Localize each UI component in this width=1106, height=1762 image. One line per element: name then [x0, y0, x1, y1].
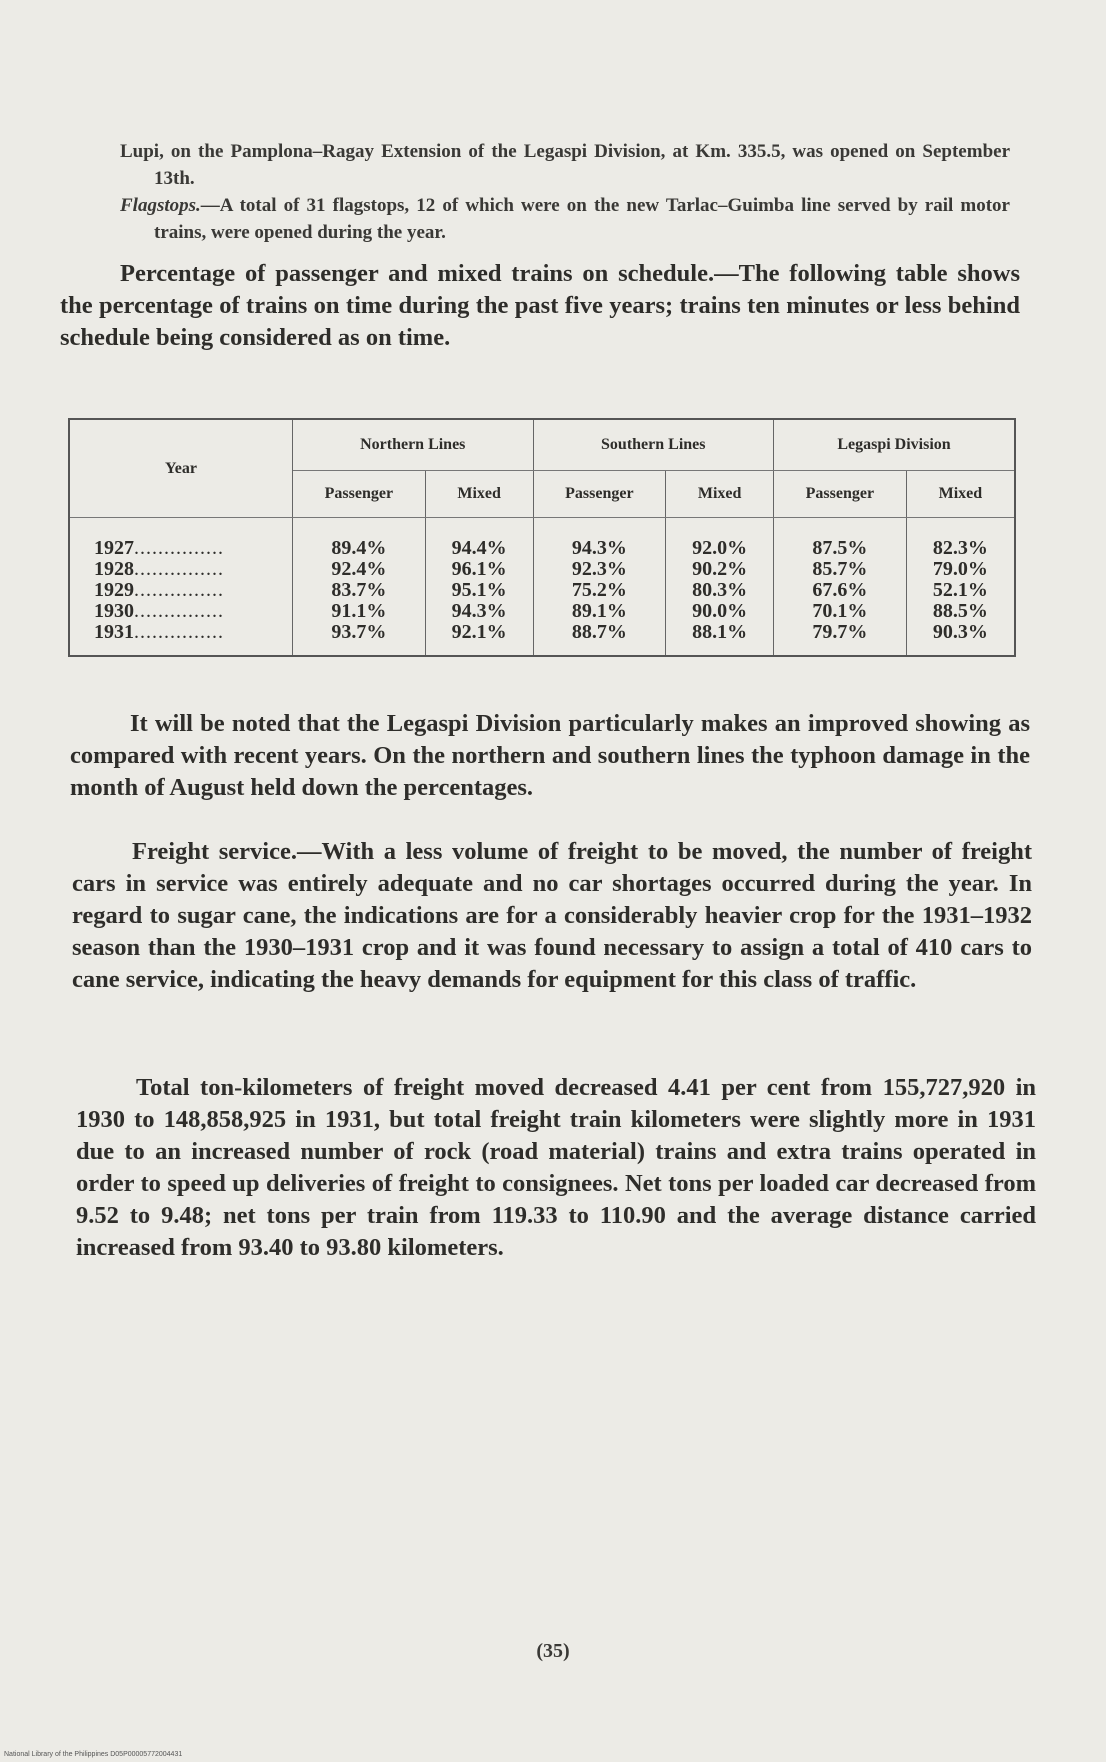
value-cell: 92.1% [451, 621, 507, 643]
value-cell: 95.1% [451, 579, 507, 601]
subheader-mixed: Mixed [666, 471, 774, 518]
freight-text: —With a less volume of freight to be moved, the number of freight cars in service was entirely adequate and no car shortages occurred during the year. In regard to sugar cane, the indications are for a considerably heavier crop for the 1931–1932 season than the 1930–1931 crop and it was found necessary to assign a total of 410 cars to cane service, indicating the heavy demands for equipment for this class of traffic. [72, 838, 1032, 993]
flagstops-text: —A total of 31 flagstops, 12 of which were on the new Tarlac–Guimba line served by rail motor trains, were opened during the year. [154, 195, 1010, 243]
value-cell: 67.6% [812, 579, 868, 601]
footer-credit: National Library of the Philippines D05P00005772004431 [4, 1751, 183, 1758]
value-cell: 90.3% [932, 621, 988, 643]
northern-mixed-column [425, 518, 533, 657]
leader-dots: ............... [134, 558, 224, 580]
subheader-passenger: Passenger [293, 471, 426, 518]
flagstops-note [120, 192, 1010, 246]
value-cell: 89.4% [331, 537, 387, 559]
value-cell: 94.3% [571, 537, 627, 559]
tonkm-text: Total ton-kilometers of freight moved decreased 4.41 per cent from 155,727,920 in 1930 to 148,858,925 in 1931, but total freight train kilometers were slightly more in 1931 due to an increased number of rock (road material) trains and extra trains operated in order to speed up deliveries of freight to consignees. Net tons per loaded car decreased from 9.52 to 9.48; net tons per train from 119.33 to 110.90 and the average distance carried increased from 93.40 to 93.80 kilometers. [76, 1074, 1036, 1261]
group-header-southern: Southern Lines [533, 419, 774, 471]
value-cell: 80.3% [692, 579, 748, 601]
value-cell: 83.7% [331, 579, 387, 601]
leader-dots: ............... [134, 621, 224, 643]
value-cell: 94.4% [451, 537, 507, 559]
value-cell: 79.0% [932, 558, 988, 580]
schedule-paragraph [60, 258, 1020, 354]
northern-passenger-column [293, 518, 426, 657]
year-column [69, 518, 293, 657]
leader-dots: ............... [134, 579, 224, 601]
value-cell: 91.1% [331, 600, 387, 622]
freight-paragraph [72, 836, 1032, 996]
value-cell: 93.7% [331, 621, 387, 643]
schedule-heading: Percentage of passenger and mixed trains on schedule. [120, 260, 715, 287]
value-cell: 82.3% [932, 537, 988, 559]
page-number: (35) [536, 1640, 570, 1662]
year-cell: 1930 [94, 600, 134, 622]
year-header: Year [69, 419, 293, 518]
value-cell: 52.1% [932, 579, 988, 601]
southern-passenger-column [533, 518, 666, 657]
value-cell: 88.1% [692, 621, 748, 643]
on-time-table [68, 418, 1016, 657]
legaspi-text: It will be noted that the Legaspi Division particularly makes an improved showing as compared with recent years. On the northern and southern lines the typhoon damage in the month of August held down the percentages. [70, 710, 1030, 801]
year-cell: 1928 [94, 558, 134, 580]
value-cell: 88.7% [571, 621, 627, 643]
subheader-passenger: Passenger [774, 471, 907, 518]
subheader-passenger: Passenger [533, 471, 666, 518]
value-cell: 87.5% [812, 537, 868, 559]
value-cell: 92.0% [692, 537, 748, 559]
subheader-mixed: Mixed [425, 471, 533, 518]
value-cell: 79.7% [812, 621, 868, 643]
value-cell: 96.1% [451, 558, 507, 580]
value-cell: 75.2% [571, 579, 627, 601]
value-cell: 70.1% [812, 600, 868, 622]
year-cell: 1929 [94, 579, 134, 601]
value-cell: 92.4% [331, 558, 387, 580]
leader-dots: ............... [134, 537, 224, 559]
value-cell: 90.2% [692, 558, 748, 580]
legaspi-mixed-column [906, 518, 1015, 657]
lupi-note-text: Lupi, on the Pamplona–Ragay Extension of the Legaspi Division, at Km. 335.5, was opened on September 13th. [120, 141, 1010, 189]
value-cell: 85.7% [812, 558, 868, 580]
value-cell: 92.3% [571, 558, 627, 580]
value-cell: 94.3% [451, 600, 507, 622]
group-header-northern: Northern Lines [293, 419, 534, 471]
flagstops-label: Flagstops. [120, 195, 201, 216]
legaspi-passenger-column [774, 518, 907, 657]
year-cell: 1927 [94, 537, 134, 559]
value-cell: 88.5% [932, 600, 988, 622]
tonkm-paragraph [76, 1072, 1036, 1264]
group-header-legaspi: Legaspi Division [774, 419, 1016, 471]
value-cell: 90.0% [692, 600, 748, 622]
lupi-note [120, 138, 1010, 246]
freight-heading: Freight service. [132, 838, 297, 865]
subheader-mixed: Mixed [906, 471, 1015, 518]
value-cell: 89.1% [571, 600, 627, 622]
legaspi-paragraph [70, 708, 1030, 804]
schedule-text: —The following table shows the percentage of trains on time during the past five years; trains ten minutes or less behind schedule being considered as on time. [60, 260, 1021, 351]
year-cell: 1931 [94, 621, 134, 643]
leader-dots: ............... [134, 600, 224, 622]
southern-mixed-column [666, 518, 774, 657]
